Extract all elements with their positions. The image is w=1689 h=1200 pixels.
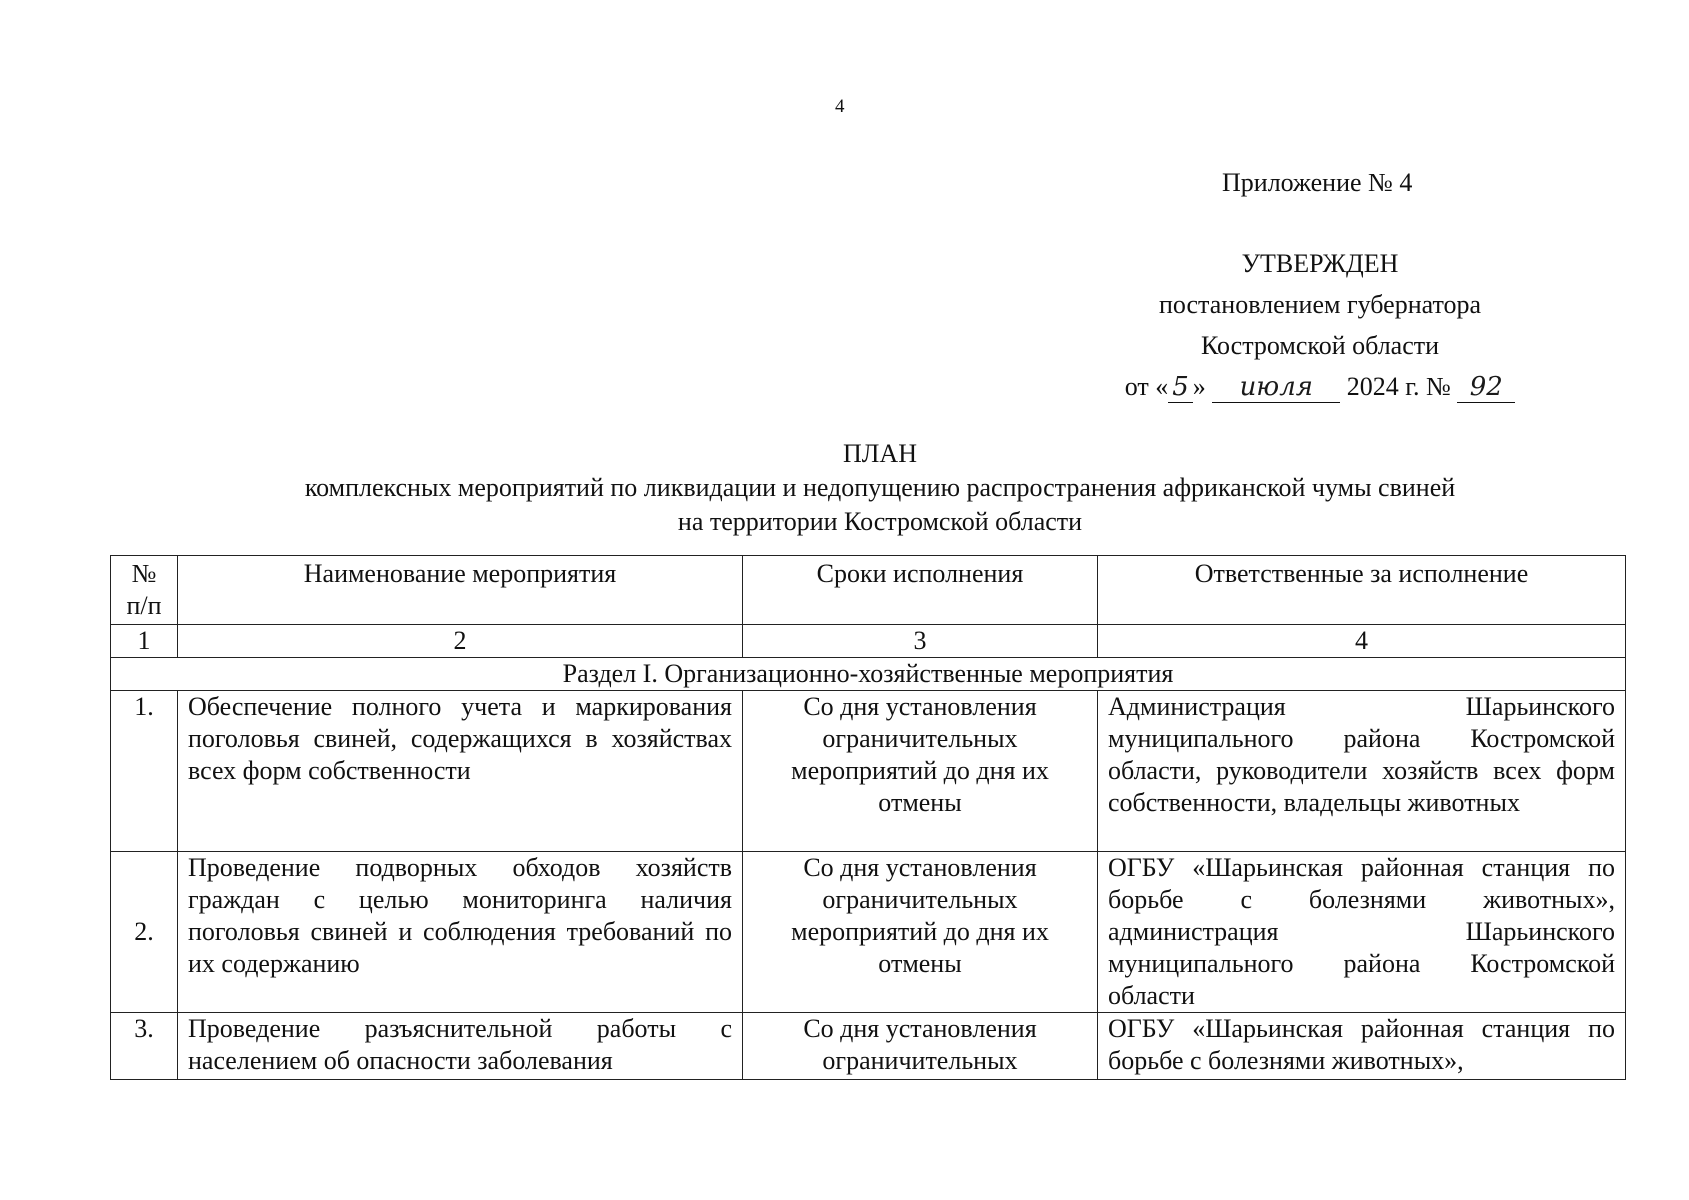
row-activity: Проведение подворных обходов хозяйств граждан с целью мониторинга наличия поголовья свиней и соблюдения требований по их содержанию <box>178 852 743 1013</box>
row-activity: Обеспечение полного учета и маркирования поголовья свиней, содержащихся в хозяйствах всех форм собственности <box>178 691 743 852</box>
date-mid: » <box>1192 372 1206 401</box>
header-term: Сроки исполнения <box>743 556 1098 625</box>
row-responsible: Администрация Шарьинского муниципального района Костромской области, руководители хозяйств всех форм собственности, владельцы животных <box>1098 691 1626 852</box>
table-header-row <box>111 556 1626 625</box>
section-row <box>111 658 1626 691</box>
approval-title: УТВЕРЖДЕН <box>1241 249 1399 278</box>
document-title: ПЛАН <box>843 439 917 468</box>
table-row <box>111 852 1626 1013</box>
row-term: Со дня установления ограничительных мероприятий до дня их отмены <box>743 691 1098 852</box>
handwritten-number: 92 <box>1457 373 1515 403</box>
row-term: Со дня установления ограничительных <box>743 1013 1098 1080</box>
row-number: 2. <box>111 852 178 1013</box>
table-row <box>111 691 1626 852</box>
document-subtitle-line-2: на территории Костромской области <box>677 507 1083 536</box>
approval-block <box>1110 243 1530 407</box>
row-responsible: ОГБУ «Шарьинская районная станция по борьбе с болезнями животных», <box>1098 1013 1626 1080</box>
date-year: 2024 г. № <box>1340 372 1458 401</box>
column-index: 4 <box>1098 625 1626 658</box>
column-index: 3 <box>743 625 1098 658</box>
header-responsible: Ответственные за исполнение <box>1098 556 1626 625</box>
handwritten-day: 5 <box>1168 373 1193 403</box>
column-index: 1 <box>111 625 178 658</box>
appendix-label: Приложение № 4 <box>1222 168 1413 197</box>
section-title: Раздел I. Организационно-хозяйственные мероприятия <box>111 658 1626 691</box>
date-prefix: от « <box>1124 372 1169 401</box>
approval-line-1: постановлением губернатора <box>1158 290 1482 319</box>
row-responsible: ОГБУ «Шарьинская районная станция по борьбе с болезнями животных», администрация Шарьинского муниципального района Костромской области <box>1098 852 1626 1013</box>
table-row <box>111 1013 1626 1080</box>
column-index: 2 <box>178 625 743 658</box>
row-term: Со дня установления ограничительных мероприятий до дня их отмены <box>743 852 1098 1013</box>
document-title-block <box>110 437 1650 539</box>
handwritten-month: июля <box>1212 373 1340 403</box>
approval-line-2: Костромской области <box>1200 331 1440 360</box>
plan-table <box>110 555 1626 1080</box>
document-subtitle-line-1: комплексных мероприятий по ликвидации и недопущению распространения африканской чумы свиней <box>304 473 1456 502</box>
row-number: 1. <box>111 691 178 852</box>
header-number: № п/п <box>111 556 178 625</box>
row-activity: Проведение разъяснительной работы с населением об опасности заболевания <box>178 1013 743 1080</box>
row-number: 3. <box>111 1013 178 1080</box>
column-index-row <box>111 625 1626 658</box>
approval-date-line <box>1110 366 1530 407</box>
header-name: Наименование мероприятия <box>178 556 743 625</box>
page-number: 4 <box>835 96 845 117</box>
